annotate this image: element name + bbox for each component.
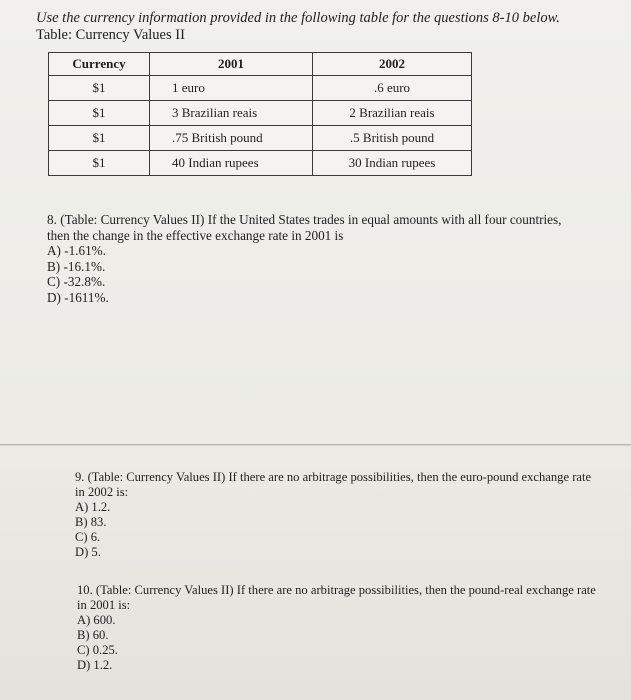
answer-option: A) 1.2. [75, 500, 111, 514]
header-currency: Currency [49, 53, 150, 76]
table-cell: .75 British pound [150, 126, 313, 151]
instructions-text: Use the currency information provided in the following table for the questions 8-10 below. [36, 10, 560, 26]
table-cell: $1 [49, 151, 150, 176]
table-row [49, 101, 472, 126]
table-cell: 3 Brazilian reais [150, 101, 313, 126]
answer-option: D) 1.2. [77, 658, 113, 672]
header-2002: 2002 [313, 53, 472, 76]
answer-option: B) 60. [77, 628, 109, 642]
table-title: Table: Currency Values II [36, 27, 185, 43]
question-8 [47, 212, 577, 305]
answer-option: B) 83. [75, 515, 107, 529]
answer-option: C) 6. [75, 530, 101, 544]
currency-table [48, 52, 472, 176]
answer-option: A) 600. [77, 613, 116, 627]
table-cell: $1 [49, 76, 150, 101]
answer-option: A) -1.61%. [47, 243, 106, 258]
table-cell: .5 British pound [313, 126, 472, 151]
table-row [49, 126, 472, 151]
table-cell: $1 [49, 126, 150, 151]
answer-option: C) -32.8%. [47, 274, 106, 289]
table-cell: .6 euro [313, 76, 472, 101]
question-text: 8. (Table: Currency Values II) If the United States trades in equal amounts with all four countries, then the change in the effective exchange rate in 2001 is [47, 212, 562, 243]
answer-option: D) -1611%. [47, 289, 109, 305]
table-cell: $1 [49, 101, 150, 126]
answer-option: D) 5. [75, 545, 101, 559]
answer-option: B) -16.1%. [47, 258, 106, 274]
table-header-row [49, 53, 472, 76]
table-row [49, 151, 472, 176]
page-divider [0, 444, 631, 445]
question-9 [75, 470, 595, 560]
question-10 [77, 583, 597, 673]
table-cell: 40 Indian rupees [150, 151, 313, 176]
question-text: 9. (Table: Currency Values II) If there are no arbitrage possibilities, then the euro-pound exchange rate in 2002 is: [75, 470, 592, 499]
table-cell: 30 Indian rupees [313, 151, 472, 176]
question-text: 10. (Table: Currency Values II) If there are no arbitrage possibilities, then the pound-real exchange rate in 2001 is: [77, 583, 596, 612]
table-row [49, 76, 472, 101]
header-2001: 2001 [150, 53, 313, 76]
table-cell: 1 euro [150, 76, 313, 101]
table-cell: 2 Brazilian reais [313, 101, 472, 126]
header-block [36, 10, 611, 44]
answer-option: C) 0.25. [77, 643, 118, 657]
